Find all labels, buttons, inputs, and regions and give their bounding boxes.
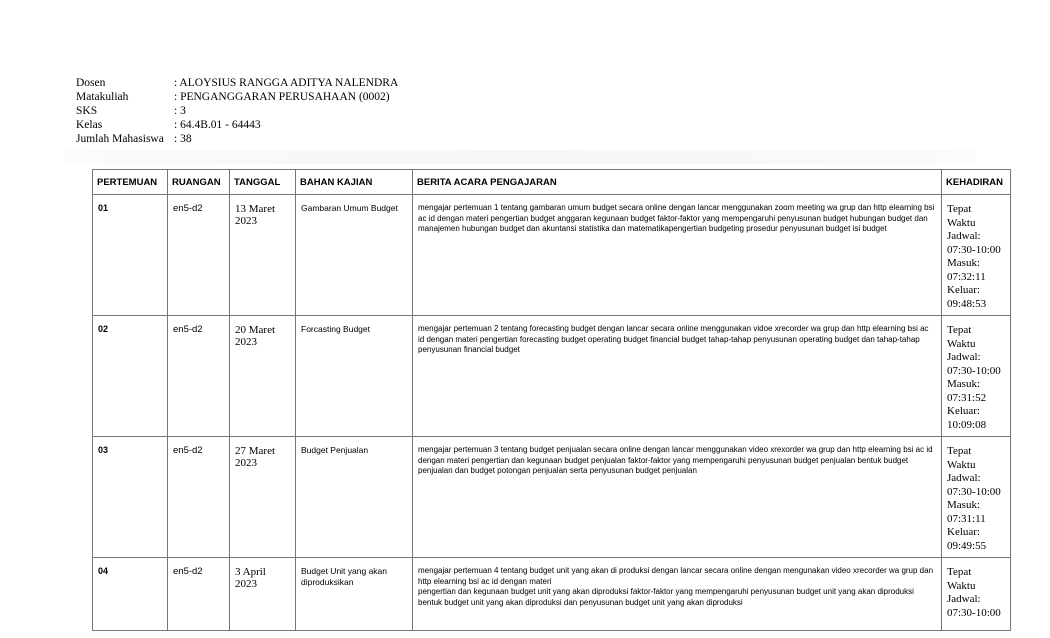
header-bahan-kajian: BAHAN KAJIAN: [296, 170, 413, 195]
cell-pertemuan: 03: [93, 437, 168, 558]
cell-ruangan: en5-d2: [168, 437, 230, 558]
info-label: SKS: [76, 105, 98, 117]
header-kehadiran: KEHADIRAN: [942, 170, 1011, 195]
header-berita-acara: BERITA ACARA PENGAJARAN: [413, 170, 942, 195]
cell-bahan-kajian: Budget Unit yang akan diproduksikan: [296, 558, 413, 631]
cell-ruangan: en5-d2: [168, 558, 230, 631]
table-row: [93, 195, 1011, 316]
header-pertemuan: PERTEMUAN: [93, 170, 168, 195]
info-value: : 64.4B.01 - 64443: [174, 119, 261, 131]
info-value: : ALOYSIUS RANGGA ADITYA NALENDRA: [174, 77, 399, 89]
info-label: Dosen: [76, 77, 106, 89]
info-label: Jumlah Mahasiswa: [76, 133, 164, 145]
cell-berita-acara: mengajar pertemuan 3 tentang budget penjualan secara online dengan lancar menggunakan video xrexorder wa grup dan http elearning bsi ac id dengan materi pengertian dan kegunaan budget penjualan faktor-faktor yang mempengaruhi penyusunan budget penjualan bentuk budget penjualan dan budget potongan penjualan serta penyusunan budget penjualan: [413, 437, 942, 558]
cell-bahan-kajian: Forcasting Budget: [296, 316, 413, 437]
table-row: [93, 437, 1011, 558]
cell-bahan-kajian: Gambaran Umum Budget: [296, 195, 413, 316]
info-row-jumlah-mahasiswa: [76, 132, 398, 146]
cell-berita-acara: mengajar pertemuan 4 tentang budget unit yang akan di produksi dengan lancar secara online dengan mengunakan video xrecorder wa grup dan http elearning bsi ac id dengan materi pengertian dan kegunaan budget unit yang akan diproduksi faktor-faktor yang mempengaruhi penyusunan budget unit yang akan diproduksi bentuk budget unit yang akan diproduksi dan penyusunan budget unit yang akan diproduksi: [413, 558, 942, 631]
cell-pertemuan: 02: [93, 316, 168, 437]
cell-kehadiran: Tepat Waktu Jadwal: 07:30-10:00 Masuk: 07:31:52 Keluar: 10:09:08: [942, 316, 1011, 437]
attendance-table: [92, 169, 1011, 631]
header-ruangan: RUANGAN: [168, 170, 230, 195]
info-row-dosen: [76, 76, 398, 90]
table-row: [93, 316, 1011, 437]
cell-ruangan: en5-d2: [168, 195, 230, 316]
info-label: Matakuliah: [76, 91, 129, 103]
cell-tanggal: 3 April 2023: [230, 558, 296, 631]
table-header-row: [93, 170, 1011, 195]
cell-pertemuan: 01: [93, 195, 168, 316]
info-value: : 3: [174, 105, 186, 117]
cell-tanggal: 20 Maret 2023: [230, 316, 296, 437]
table-row: [93, 558, 1011, 631]
cell-berita-acara: mengajar pertemuan 1 tentang gambaran umum budget secara online dengan lancar menggunakan zoom meeting wa grup dan http elearning bsi ac id dengan materi pengertian budget anggaran kegunaan budget faktor-faktor yang mempengaruhi penyusunan budget hubungan budget dan manajemen hubungan budget dan akuntansi statistika dan matematikapengertian budgeting prosedur penyusunan budget isi budget: [413, 195, 942, 316]
info-row-matakuliah: [76, 90, 398, 104]
info-row-sks: [76, 104, 398, 118]
info-value: : 38: [174, 133, 192, 145]
cell-tanggal: 13 Maret 2023: [230, 195, 296, 316]
cell-kehadiran: Tepat Waktu Jadwal: 07:30-10:00 Masuk: 07:31:11 Keluar: 09:49:55: [942, 437, 1011, 558]
cell-kehadiran: Tepat Waktu Jadwal: 07:30-10:00 Masuk: 07:32:11 Keluar: 09:48:53: [942, 195, 1011, 316]
info-row-kelas: [76, 118, 398, 132]
cell-ruangan: en5-d2: [168, 316, 230, 437]
cell-kehadiran: Tepat Waktu Jadwal: 07:30-10:00: [942, 558, 1011, 631]
header-tanggal: TANGGAL: [230, 170, 296, 195]
cell-bahan-kajian: Budget Penjualan: [296, 437, 413, 558]
separator-band: [64, 150, 976, 164]
cell-berita-acara: mengajar pertemuan 2 tentang forecasting budget dengan lancar secara online menggunakan vidoe xrecorder wa grup dan http elearning bsi ac id dengan materi pengertian forecasting budget operating budget financial budget tahap-tahap penyusunan operating budget dan tahap-tahap penyusunan financial budget: [413, 316, 942, 437]
info-label: Kelas: [76, 119, 103, 131]
cell-tanggal: 27 Maret 2023: [230, 437, 296, 558]
info-value: : PENGANGGARAN PERUSAHAAN (0002): [174, 91, 390, 103]
cell-pertemuan: 04: [93, 558, 168, 631]
lecturer-info: [76, 76, 398, 146]
